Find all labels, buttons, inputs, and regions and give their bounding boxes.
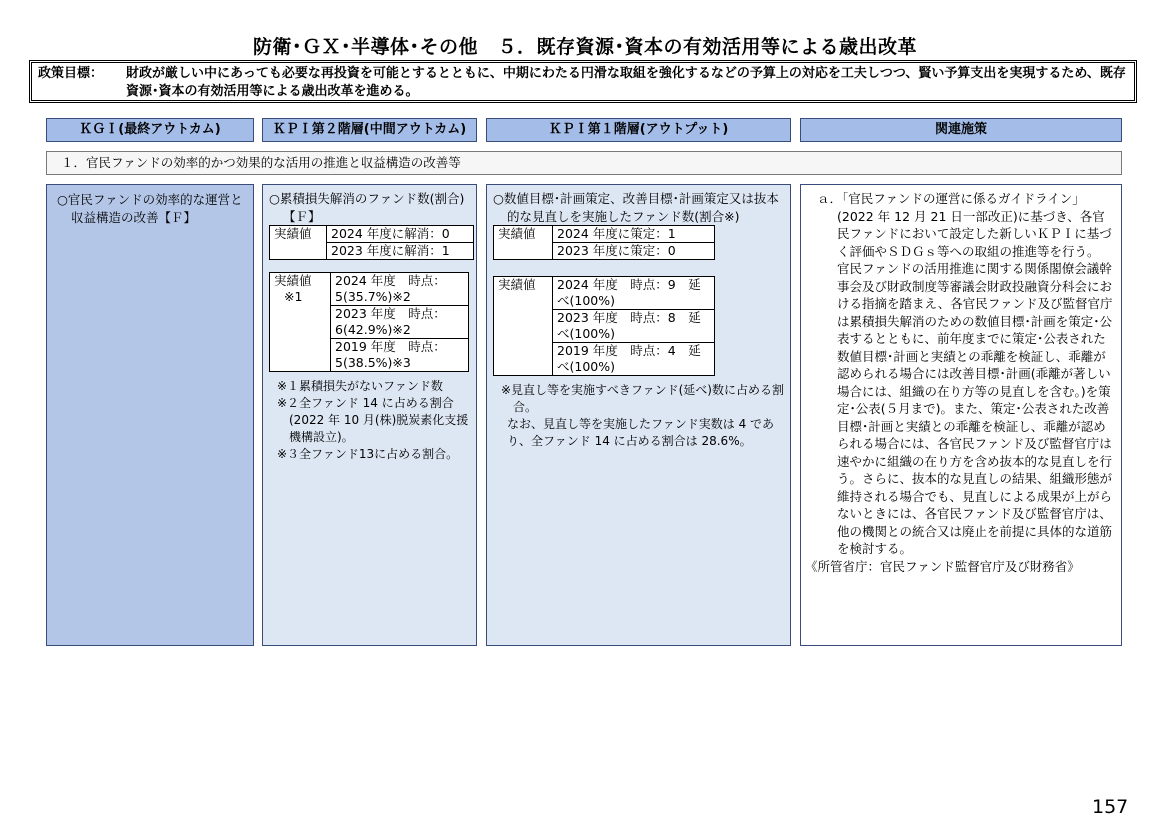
kpi1-table1-row: 2024 年度に策定：1 (553, 226, 715, 243)
kpi1-table2-row: 2019 年度 時点：4 延べ(100%) (553, 343, 715, 376)
kpi2-table2-label: 実績値 (274, 273, 312, 288)
kpi2-table2-label-cell (270, 273, 331, 372)
kpi2-table2-row: 2024 年度 時点：5(35.7%)※2 (331, 273, 469, 306)
kpi2-title: ○累積損失解消のファンド数(割合)【Ｆ】 (269, 191, 465, 224)
kpi1-table2-row: 2023 年度 時点：8 延べ(100%) (553, 310, 715, 343)
kpi1-table1-label: 実績値 (494, 226, 553, 260)
kpi2-results-table-1 (269, 225, 474, 260)
kpi2-table1-row: 2024 年度に解消：0 (327, 226, 474, 243)
kpi1-title: ○数値目標･計画策定、改善目標･計画策定又は抜本的な見直しを実施したファンド数(割合※) (493, 191, 779, 224)
kpi2-table2-footnote: ※1 (284, 289, 303, 304)
header-kpi1: ＫＰＩ第１階層(アウトプット) (486, 118, 791, 142)
kpi2-notes (269, 378, 470, 463)
kpi2-column (262, 184, 477, 646)
kpi1-column (486, 184, 791, 646)
policy-goal-label: 政策目標： (38, 66, 104, 81)
kpi2-note: ※２全ファンド 14 に占める割合(2022 年 10 月(株)脱炭素化支援機構設立)。 (277, 396, 469, 444)
header-kpi2: ＫＰＩ第２階層(中間アウトカム) (262, 118, 477, 142)
kpi1-results-table-2 (493, 276, 715, 376)
kgi-column (46, 184, 254, 646)
measure-owner: 《所管省庁：官民ファンド監督官庁及び財務省》 (805, 558, 1080, 574)
kpi1-results-table-1 (493, 225, 715, 260)
header-measures: 関連施策 (800, 118, 1122, 142)
page-number: 157 (1092, 796, 1129, 818)
kpi2-results-table-2 (269, 272, 469, 372)
policy-goal-box (29, 60, 1137, 103)
measure-paragraph: 官民ファンドの活用推進に関する関係閣僚会議幹事会及び財政制度等審議会財政投融資分科会における指摘を踏まえ、各官民ファンド及び監督官庁は累積損失解消のための数値目標･計画を策定･公表するとともに、前年度までに策定･公表された数値目標･計画と実績との乖離を検証し、乖離が認められる場合には改善目標･計画(乖離が著しい場合には、組織の在り方等の見直しを含む。)を策定･公表(５月まで)。また、策定･公表された改善目標･計画と実績との乖離を検証し、乖離が認められる場合には、各官民ファンド及び監督官庁は速やかに組織の在り方を含め抜本的な見直しを行う。さらに、抜本的な見直しの結果、組織形態が維持される場合でも、見直しによる成果が上がらないときには、各官民ファンド及び監督官庁は、他の機関との統合又は廃止を前提に具体的な道筋を検討する。 (837, 261, 1113, 556)
kpi1-notes (493, 382, 784, 450)
section-heading: １．官民ファンドの効率的かつ効果的な活用の推進と収益構造の改善等 (46, 151, 1122, 175)
measure-item-a: ａ．「官民ファンドの運営に係るガイドライン」(2022 年 12 月 21 日一部改正)に基づき、各官民ファンドにおいて設定した新しいＫＰＩに基づく評価やＳＤＧｓ等への取組の推進等を行う。 (817, 191, 1112, 259)
kpi2-table1-row: 2023 年度に解消：1 (327, 243, 474, 260)
kpi1-note-additional: なお、見直し等を実施したファンド実数は 4 であり、全ファンド 14 に占める割合は 28.6%。 (507, 417, 775, 448)
kpi2-table2-row: 2019 年度 時点：5(38.5%)※3 (331, 339, 469, 372)
measures-column (800, 184, 1122, 646)
kpi1-table1-row: 2023 年度に策定：0 (553, 243, 715, 260)
policy-goal-text: 財政が厳しい中にあっても必要な再投資を可能とするとともに、中期にわたる円滑な取組を強化するなどの予算上の対応を工夫しつつ、賢い予算支出を実現するため、既存資源･資本の有効活用等による歳出改革を進める。 (126, 66, 1126, 99)
kpi2-note: ※１累積損失がないファンド数 (277, 379, 443, 393)
kpi2-table2-row: 2023 年度 時点：6(42.9%)※2 (331, 306, 469, 339)
kpi2-note: ※３全ファンド13に占める割合。 (277, 447, 459, 461)
kpi1-table2-row: 2024 年度 時点：9 延べ(100%) (553, 277, 715, 310)
kpi1-table2-label: 実績値 (494, 277, 553, 376)
header-kgi: ＫＧＩ(最終アウトカム) (46, 118, 254, 142)
kpi1-note: ※見直し等を実施すべきファンド(延べ)数に占める割合。 (501, 383, 784, 414)
page-title: 防衛･ＧＸ･半導体･その他 ５．既存資源･資本の有効活用等による歳出改革 (252, 36, 917, 58)
kpi2-table1-label: 実績値 (270, 226, 327, 260)
kgi-text: ○官民ファンドの効率的な運営と収益構造の改善【Ｆ】 (57, 192, 243, 225)
